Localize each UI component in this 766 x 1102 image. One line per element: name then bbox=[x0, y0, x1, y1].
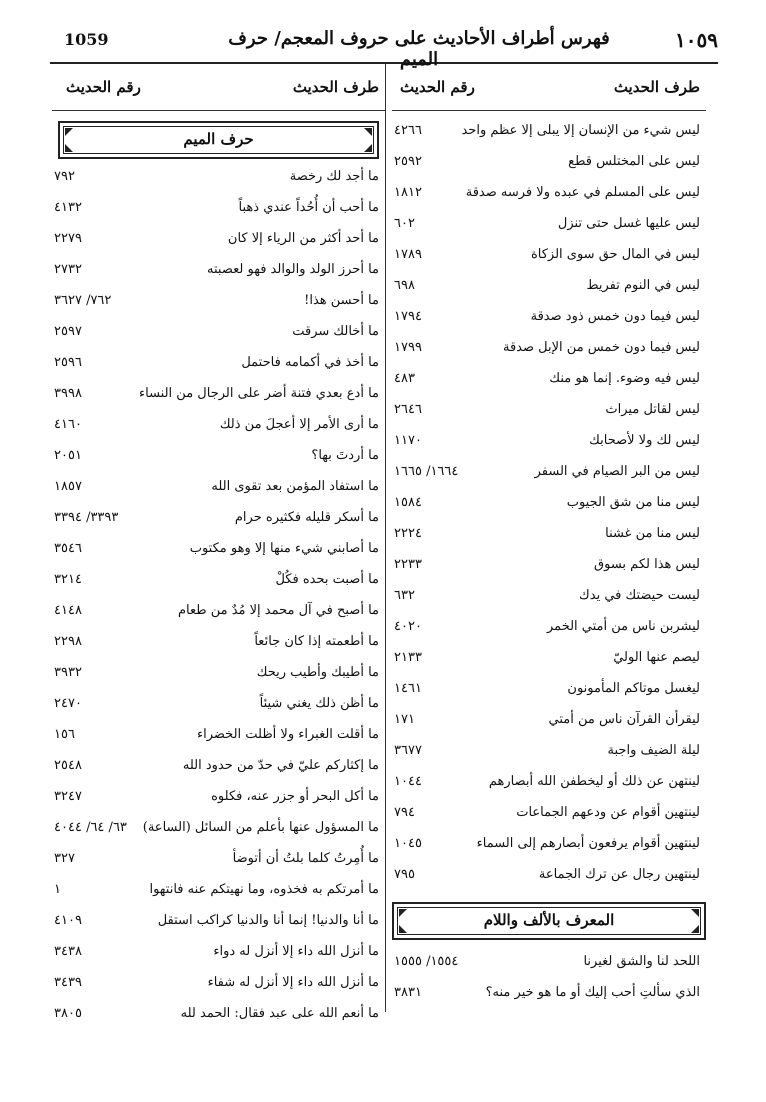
index-row bbox=[392, 241, 706, 272]
hadith-text: لينتهين رجال عن ترك الجماعة bbox=[538, 867, 700, 882]
hadith-number: ١١٧٠ bbox=[394, 433, 422, 448]
hadith-text: ما أحرز الولد والوالد فهو لعصبته bbox=[207, 262, 379, 277]
hadith-number: ١٧٩٩ bbox=[394, 340, 422, 355]
hadith-number: ٢٥٩٧ bbox=[54, 324, 82, 339]
index-row bbox=[52, 783, 385, 814]
hadith-number: ٣٢٧ bbox=[54, 851, 75, 866]
hadith-text: ليس في النوم تفريط bbox=[586, 278, 700, 293]
hadith-text: ليس فيه وضوء. إنما هو منك bbox=[549, 371, 700, 386]
index-row bbox=[52, 256, 385, 287]
hadith-text: ليس هذا لكم بسوق bbox=[594, 557, 700, 572]
hadith-number: ٢٢٣٣ bbox=[394, 557, 422, 572]
hadith-text: ليس منا من شق الجيوب bbox=[566, 495, 700, 510]
hadith-text: لينتهين أقوام يرفعون أبصارهم إلى السماء bbox=[476, 836, 700, 851]
hadith-text: ما أدع بعدي فتنة أضر على الرجال من النساء bbox=[139, 386, 379, 401]
page-header bbox=[50, 22, 718, 70]
hadith-number: ٢٦٤٦ bbox=[394, 402, 422, 417]
index-row bbox=[392, 737, 706, 768]
hadith-number: ١٠٤٥ bbox=[394, 836, 422, 851]
index-row bbox=[392, 272, 706, 303]
index-row bbox=[392, 551, 706, 582]
hadith-number: ٣٥٤٦ bbox=[54, 541, 82, 556]
hadith-text: ليس شيء من الإنسان إلا يبلى إلا عظم واحد bbox=[461, 123, 700, 138]
hadith-number: ٤٨٣ bbox=[394, 371, 415, 386]
index-row bbox=[52, 287, 385, 318]
hadith-text: ما إكثاركم عليّ في حدّ من حدود الله bbox=[182, 758, 379, 773]
index-row bbox=[392, 520, 706, 551]
hadith-text: ما أطعمته إذا كان جائعاً bbox=[254, 634, 379, 649]
left-column bbox=[52, 64, 385, 1031]
hadith-number: ١٠٤٤ bbox=[394, 774, 422, 789]
header-hadith-text: طرف الحديث bbox=[613, 78, 700, 96]
hadith-number: ٤٠٢٠ bbox=[394, 619, 422, 634]
hadith-number: ٦٣٢ bbox=[394, 588, 415, 603]
hadith-number: ٢٥٩٦ bbox=[54, 355, 82, 370]
hadith-text: اللحد لنا والشق لغيرنا bbox=[583, 954, 700, 969]
hadith-text: ما أجد لك رخصة bbox=[289, 169, 379, 184]
index-row bbox=[392, 613, 706, 644]
index-row bbox=[392, 427, 706, 458]
index-row bbox=[392, 675, 706, 706]
hadith-text: لينتهن عن ذلك أو ليخطفن الله أبصارهم bbox=[488, 774, 700, 789]
hadith-text: ما أرى الأمر إلا أعجلَ من ذلك bbox=[219, 417, 379, 432]
right-column-header bbox=[392, 64, 706, 111]
hadith-text: ما أحد أكثر من الرياء إلا كان bbox=[227, 231, 379, 246]
right-rows-top bbox=[392, 111, 706, 892]
page-number-latin: 1059 bbox=[64, 30, 109, 49]
right-column bbox=[392, 64, 706, 1010]
hadith-number: ٧٩٤ bbox=[394, 805, 415, 820]
hadith-number: ١٨١٢ bbox=[394, 185, 422, 200]
index-row bbox=[392, 210, 706, 241]
hadith-number: ٣٦٧٧ bbox=[394, 743, 422, 758]
index-row bbox=[392, 830, 706, 861]
index-row bbox=[52, 225, 385, 256]
hadith-text: ليس منا من غشنا bbox=[605, 526, 700, 541]
hadith-number: ٣٢٤٧ bbox=[54, 789, 82, 804]
hadith-number: ٤١٣٢ bbox=[54, 200, 82, 215]
hadith-text: ليست حيضتك في يدك bbox=[579, 588, 700, 603]
hadith-number: ٢٢٢٤ bbox=[394, 526, 422, 541]
hadith-text: ما أنزل الله داء إلا أنزل له دواء bbox=[213, 944, 379, 959]
index-row bbox=[392, 979, 706, 1010]
page-title: فهرس أطراف الأحاديث على حروف المعجم/ حرف الميم bbox=[228, 28, 610, 70]
index-row bbox=[52, 907, 385, 938]
hadith-number: ١٥٦ bbox=[54, 727, 75, 742]
hadith-number: ٤١٦٠ bbox=[54, 417, 82, 432]
hadith-text: ما أصبت بحده فكُلْ bbox=[275, 572, 379, 587]
hadith-number: ١٨٥٧ bbox=[54, 479, 82, 494]
hadith-number: ٢٥٤٨ bbox=[54, 758, 82, 773]
index-row bbox=[52, 380, 385, 411]
index-row bbox=[52, 876, 385, 907]
section-box-defined-article bbox=[392, 902, 706, 940]
header-hadith-number: رقم الحديث bbox=[66, 78, 141, 96]
column-divider bbox=[385, 64, 386, 1012]
index-row bbox=[392, 799, 706, 830]
hadith-number: ٣٩٣٢ bbox=[54, 665, 82, 680]
index-row bbox=[52, 690, 385, 721]
hadith-text: ما أحب أن أُحُداً عندي ذهباً bbox=[238, 200, 379, 215]
hadith-number: ٢٢٩٨ bbox=[54, 634, 82, 649]
index-row bbox=[392, 334, 706, 365]
hadith-text: الذي سألتِ أحب إليك أو ما هو خير منه؟ bbox=[485, 985, 700, 1000]
hadith-number: ٤١٤٨ bbox=[54, 603, 82, 618]
index-row bbox=[52, 659, 385, 690]
hadith-number: ٣٣٩٣/ ٣٣٩٤ bbox=[54, 510, 119, 525]
hadith-number: ٦٣/ ٦٤/ ٤٠٤٤ bbox=[54, 820, 127, 835]
index-row bbox=[52, 938, 385, 969]
hadith-number: ٣٢١٤ bbox=[54, 572, 82, 587]
hadith-number: ١٦٦٤/ ١٦٦٥ bbox=[394, 464, 459, 479]
hadith-text: ليس على المسلم في عبده ولا فرسه صدقة bbox=[465, 185, 700, 200]
hadith-number: ٣٤٣٨ bbox=[54, 944, 82, 959]
left-column-header bbox=[52, 64, 385, 111]
section-title: المعرف بالألف واللام bbox=[483, 911, 615, 929]
hadith-number: ١٧٨٩ bbox=[394, 247, 422, 262]
hadith-text: ما أصبح في آل محمد إلا مُدٌ من طعام bbox=[177, 603, 379, 618]
hadith-number: ١٤٦١ bbox=[394, 681, 422, 696]
index-row bbox=[392, 396, 706, 427]
hadith-text: ما أظن ذلك يغني شيئاً bbox=[259, 696, 379, 711]
index-row bbox=[52, 318, 385, 349]
index-row bbox=[52, 969, 385, 1000]
hadith-text: ما أحسن هذا! bbox=[304, 293, 379, 308]
index-row bbox=[52, 163, 385, 194]
index-row bbox=[52, 1000, 385, 1031]
hadith-number: ٤١٠٩ bbox=[54, 913, 82, 928]
hadith-number: ١٧١ bbox=[394, 712, 415, 727]
index-row bbox=[392, 179, 706, 210]
hadith-number: ٦٩٨ bbox=[394, 278, 415, 293]
hadith-number: ٧٦٢/ ٣٦٢٧ bbox=[54, 293, 112, 308]
index-row bbox=[392, 948, 706, 979]
hadith-text: ليس فيما دون خمس من الإبل صدقة bbox=[503, 340, 700, 355]
hadith-text: ليس على المختلس قطع bbox=[568, 154, 700, 169]
index-row bbox=[52, 442, 385, 473]
index-row bbox=[52, 628, 385, 659]
index-row bbox=[392, 582, 706, 613]
section-box-letter-meem bbox=[58, 121, 379, 159]
hadith-number: ٣٨٠٥ bbox=[54, 1006, 82, 1021]
hadith-number: ٦٠٢ bbox=[394, 216, 415, 231]
index-row bbox=[392, 303, 706, 334]
index-row bbox=[52, 535, 385, 566]
hadith-number: ٣٨٣١ bbox=[394, 985, 422, 1000]
page-number-arabic: ١٠٥٩ bbox=[675, 28, 718, 52]
index-row bbox=[52, 504, 385, 535]
index-row bbox=[392, 458, 706, 489]
index-row bbox=[52, 814, 385, 845]
index-row bbox=[392, 861, 706, 892]
hadith-text: ما أُمِرتُ كلما بلتُ أن أتوضأ bbox=[232, 851, 379, 866]
hadith-text: ليس من البر الصيام في السفر bbox=[534, 464, 700, 479]
hadith-number: ٧٩٥ bbox=[394, 867, 415, 882]
hadith-text: ما أخذ في أكمامه فاحتمل bbox=[241, 355, 379, 370]
hadith-number: ٢٤٧٠ bbox=[54, 696, 82, 711]
index-row bbox=[392, 148, 706, 179]
hadith-number: ٢٥٩٢ bbox=[394, 154, 422, 169]
header-hadith-text: طرف الحديث bbox=[292, 78, 379, 96]
hadith-number: ٧٩٢ bbox=[54, 169, 75, 184]
right-rows-bottom bbox=[392, 948, 706, 1010]
index-row bbox=[52, 597, 385, 628]
hadith-number: ٢٢٧٩ bbox=[54, 231, 82, 246]
hadith-text: ليلة الضيف واجبة bbox=[607, 743, 700, 758]
hadith-number: ٤٢٦٦ bbox=[394, 123, 422, 138]
index-row bbox=[52, 194, 385, 225]
hadith-number: ١٧٩٤ bbox=[394, 309, 422, 324]
index-row bbox=[52, 349, 385, 380]
hadith-text: ما أنزل الله داء إلا أنزل له شفاء bbox=[207, 975, 379, 990]
section-title: حرف الميم bbox=[183, 130, 254, 148]
hadith-text: ما أنا والدنيا! إنما أنا والدنيا كراكب استقل bbox=[157, 913, 379, 928]
hadith-text: ما أخالك سرقت bbox=[292, 324, 379, 339]
index-row bbox=[52, 721, 385, 752]
header-hadith-number: رقم الحديث bbox=[400, 78, 475, 96]
index-row bbox=[392, 644, 706, 675]
hadith-number: ٣٤٣٩ bbox=[54, 975, 82, 990]
hadith-text: ما أقلت الغبراء ولا أظلت الخضراء bbox=[197, 727, 379, 742]
index-row bbox=[52, 411, 385, 442]
hadith-number: ١٥٨٤ bbox=[394, 495, 422, 510]
hadith-text: ليغسل موتاكم المأمونون bbox=[567, 681, 700, 696]
index-row bbox=[392, 489, 706, 520]
hadith-number: ٣٩٩٨ bbox=[54, 386, 82, 401]
hadith-text: ما أردتَ بها؟ bbox=[311, 448, 379, 463]
hadith-number: ٢٧٣٢ bbox=[54, 262, 82, 277]
index-row bbox=[52, 845, 385, 876]
hadith-text: ليصم عنها الوليّ bbox=[613, 650, 700, 665]
index-row bbox=[392, 768, 706, 799]
index-row bbox=[392, 117, 706, 148]
hadith-text: ليشربن ناس من أمتي الخمر bbox=[547, 619, 700, 634]
hadith-text: ما أمرتكم به فخذوه، وما نهيتكم عنه فانتهوا bbox=[149, 882, 379, 897]
hadith-number: ١ bbox=[54, 882, 61, 897]
hadith-number: ٢١٣٣ bbox=[394, 650, 422, 665]
hadith-text: ما أسكر قليله فكثيره حرام bbox=[234, 510, 379, 525]
hadith-text: ما أطيبك وأطيب ريحك bbox=[256, 665, 379, 680]
hadith-text: لينتهين أقوام عن ودعهم الجماعات bbox=[516, 805, 700, 820]
hadith-text: ليقرأن القرآن ناس من أمتي bbox=[548, 712, 700, 727]
hadith-text: ما المسؤول عنها بأعلم من السائل (الساعة) bbox=[142, 820, 379, 835]
hadith-text: ليس لقاتل ميراث bbox=[605, 402, 700, 417]
hadith-text: ما أنعم الله على عبد فقال: الحمد لله bbox=[180, 1006, 379, 1021]
index-row bbox=[52, 473, 385, 504]
index-row bbox=[392, 706, 706, 737]
index-row bbox=[52, 752, 385, 783]
hadith-text: ليس في المال حق سوى الزكاة bbox=[530, 247, 700, 262]
hadith-text: ليس فيما دون خمس ذود صدقة bbox=[530, 309, 700, 324]
hadith-text: ما أكل البحر أو جزر عنه، فكلوه bbox=[211, 789, 379, 804]
index-row bbox=[52, 566, 385, 597]
hadith-text: ليس عليها غسل حتى تنزل bbox=[557, 216, 700, 231]
left-rows bbox=[52, 163, 385, 1031]
hadith-text: ليس لك ولا لأصحابك bbox=[589, 433, 700, 448]
hadith-text: ما أصابني شيء منها إلا وهو مكتوب bbox=[189, 541, 379, 556]
hadith-number: ١٥٥٤/ ١٥٥٥ bbox=[394, 954, 459, 969]
hadith-number: ٢٠٥١ bbox=[54, 448, 82, 463]
index-row bbox=[392, 365, 706, 396]
hadith-text: ما استفاد المؤمن بعد تقوى الله bbox=[211, 479, 379, 494]
